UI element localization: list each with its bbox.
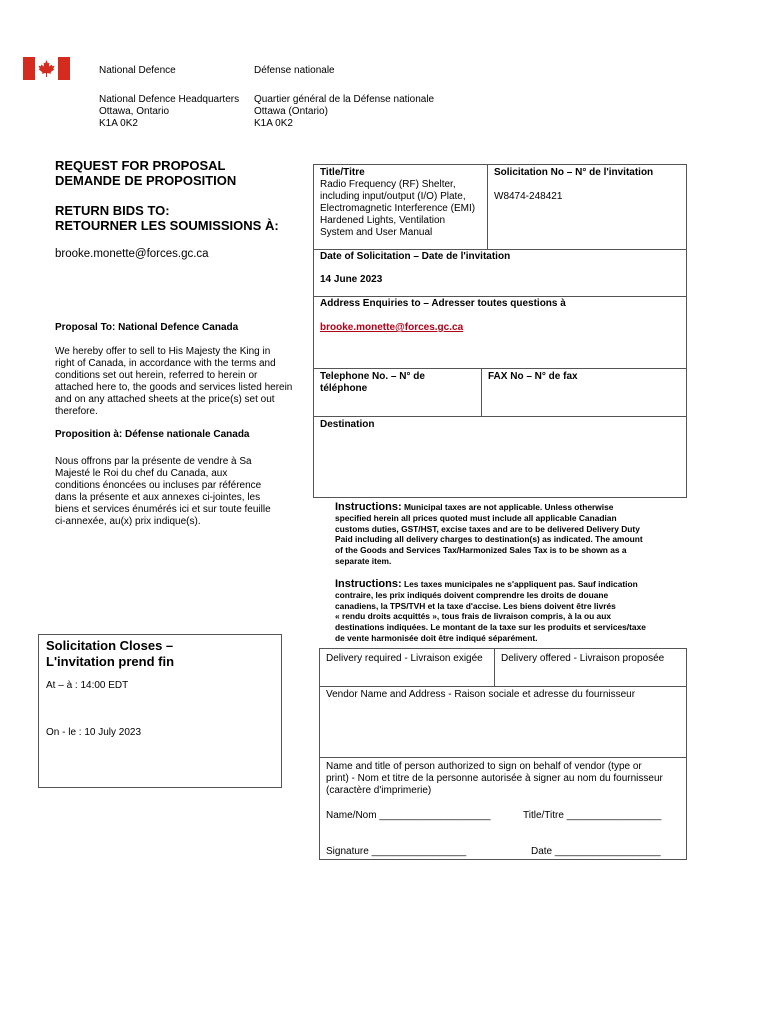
solicitation-closes-title: Solicitation Closes – L'invitation prend fin xyxy=(46,638,175,669)
divider xyxy=(313,368,687,369)
offer-text-en: We hereby offer to sell to His Majesty the King in right of Canada, in accordance with the terms and conditions set out herein, referred to herein or attached here to, the goods and services listed herein and on any attached sheets at the price(s) set out therefore. xyxy=(55,346,293,417)
enquiries-label: Address Enquiries to – Adresser toutes questions à xyxy=(320,298,566,309)
proposal-to-en: Proposal To: National Defence Canada xyxy=(55,322,239,333)
proposal-to-fr: Proposition à: Défense nationale Canada xyxy=(55,429,250,440)
vendor-name-label: Vendor Name and Address - Raison sociale et adresse du fournisseur xyxy=(326,689,636,700)
divider xyxy=(494,648,495,686)
address-fr: Quartier général de la Défense nationale Ottawa (Ontario) K1A 0K2 xyxy=(254,94,435,129)
department-name-en: National Defence xyxy=(99,65,176,76)
closing-time: At – à : 14:00 EDT xyxy=(46,680,129,691)
solicitation-number-label: Solicitation No – N° de l'invitation xyxy=(494,167,654,178)
vendor-table xyxy=(319,648,687,860)
rfp-title: REQUEST FOR PROPOSAL DEMANDE DE PROPOSITION xyxy=(55,158,237,188)
delivery-offered-label: Delivery offered - Livraison proposée xyxy=(501,653,665,664)
date-field[interactable]: Date ___________________ xyxy=(531,846,661,857)
closing-date: On - le : 10 July 2023 xyxy=(46,727,142,738)
divider xyxy=(319,686,687,687)
department-name-fr: Défense nationale xyxy=(254,65,335,76)
divider xyxy=(319,757,687,758)
solicitation-date-label: Date of Solicitation – Date de l'invitation xyxy=(320,251,511,262)
canada-flag-icon xyxy=(23,57,70,80)
title-value: Radio Frequency (RF) Shelter, including input/output (I/O) Plate, Electromagnetic Interference (EMI) Hardened Lights, Ventilation System and User Manual xyxy=(320,179,476,238)
title-field[interactable]: Title/Titre _________________ xyxy=(523,810,662,821)
signature-field[interactable]: Signature _________________ xyxy=(326,846,467,857)
return-email[interactable]: brooke.monette@forces.gc.ca xyxy=(55,248,209,260)
fax-label: FAX No – N° de fax xyxy=(488,371,578,382)
divider xyxy=(313,296,687,297)
offer-text-fr: Nous offrons par la présente de vendre à Sa Majesté le Roi du chef du Canada, aux conditions énoncées ou incluses par référence dans la présente et aux annexes ci-jointes, les biens et services énumérés ici et sur toute feuille ci-annexée, au(x) prix indique(s). xyxy=(55,456,271,527)
divider xyxy=(487,164,488,249)
divider xyxy=(313,416,687,417)
solicitation-number-value: W8474-248421 xyxy=(494,191,563,202)
return-bids-title: RETURN BIDS TO: RETOURNER LES SOUMISSIONS À: xyxy=(55,203,279,233)
divider xyxy=(481,368,482,416)
title-label: Title/Titre xyxy=(320,167,365,178)
instructions-fr: Instructions: Les taxes municipales ne s'appliquent pas. Sauf indication contraire, les prix indiqués doivent comprendre les droits de douane canadiens, la TPS/TVH et la taxe d'accise. Les biens doivent être livrés « rendu droits acquittés », tous frais de livraison compris, à la ou aux destinations indiquées. Le montant de la taxe sur les produits et services/taxe de vente harmonisée doit être indiqué séparément. xyxy=(335,578,646,643)
name-field[interactable]: Name/Nom ____________________ xyxy=(326,810,491,821)
delivery-required-label: Delivery required - Livraison exigée xyxy=(326,653,483,664)
divider xyxy=(313,249,687,250)
solicitation-date-value: 14 June 2023 xyxy=(320,274,383,285)
enquiries-email-link[interactable]: brooke.monette@forces.gc.ca xyxy=(320,322,464,333)
telephone-label: Telephone No. – N° de téléphone xyxy=(320,371,425,394)
instructions-en: Instructions: Municipal taxes are not applicable. Unless otherwise specified herein all prices quoted must include all applicable Canadian customs duties, GST/HST, excise taxes and are to be delivered Delivery Duty Paid including all delivery charges to destination(s) as indicated. The amount of the Goods and Services Tax/Harmonized Sales Tax is to be shown as a separate item. xyxy=(335,501,643,566)
destination-label: Destination xyxy=(320,419,375,430)
authorized-person-label: Name and title of person authorized to sign on behalf of vendor (type or print) - Nom et titre de la personne autorisée à signer au nom du fournisseur (caractère d'imprimerie) xyxy=(326,761,663,796)
address-en: National Defence Headquarters Ottawa, Ontario K1A 0K2 xyxy=(99,94,240,129)
